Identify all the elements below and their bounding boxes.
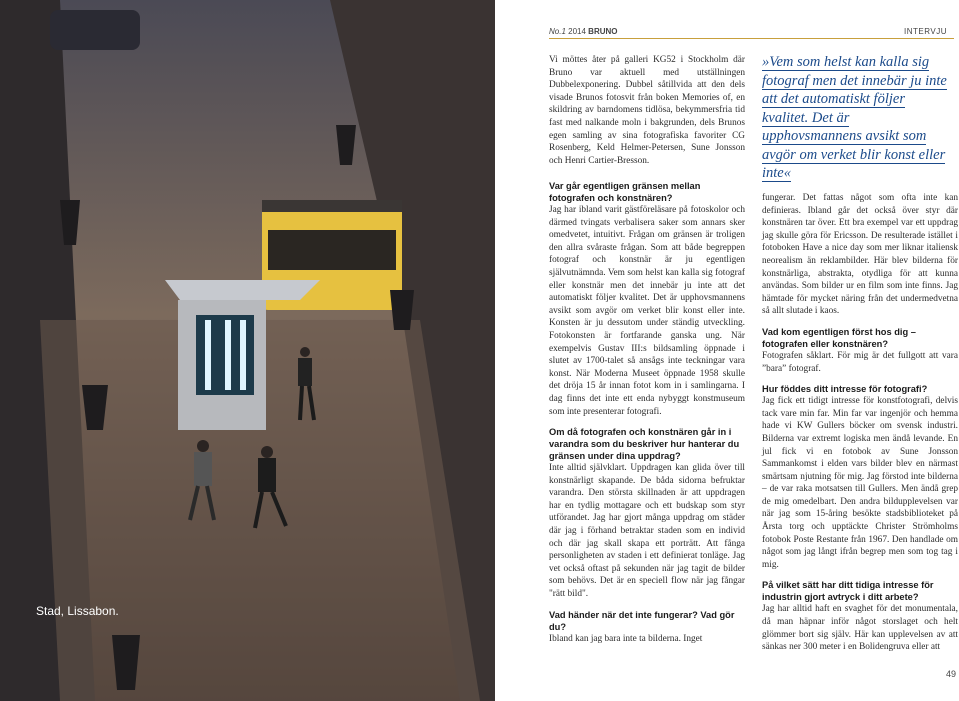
interview-column-left <box>549 180 745 645</box>
issue-header <box>549 27 618 36</box>
issue-year: 2014 <box>568 27 586 36</box>
question-4: Vad kom egentligen först hos dig – fotografen eller konstnären? <box>762 326 916 349</box>
issue-number: No.1 <box>549 27 566 36</box>
magazine-name: BRUNO <box>588 27 618 36</box>
question-3: Vad händer när det inte fungerar? Vad gör du? <box>549 609 735 632</box>
answer-2: Inte alltid självklart. Uppdragen kan glida över till konstnärligt skapande. De båda sidorna befruktar varandra. Den största skillnaden är att uppdragen har en tydlig mottagare och ett budskap som styr utförandet. Jag har gjort många uppdrag om städer där jag i förhand betraktar staden som en individ och där jag skall skapa ett porträtt. Att fånga personligheten av staden i ett definierat tonläge. Jag vet också oftast på sekunden när jag tagit de bilder som behövs. Det är en speciell flow när jag fångar "rätt bild". <box>549 463 745 600</box>
question-1: Var går egentligen gränsen mellan fotografen och konstnären? <box>549 181 701 203</box>
question-5: Hur föddes ditt intresse för fotografi? <box>762 384 928 395</box>
intro-text: Vi möttes åter på galleri KG52 i Stockholm där Bruno var aktuell med utställningen Dubbelexponering. Dubbel såtillvida att den dels visade Brunos fotosvit från boken Memories of, en skildring av barndomens tidlösa, bekymmersfria tid fast med nalkande moln i bakgrunden, dels Brunos egen samling av sina fotografiska favoriter CG Rosenberg, Keld Helmer-Petersen, Sune Jonsson och Henri Cartier-Bresson. <box>549 55 745 166</box>
section-label: INTERVJU <box>904 27 947 36</box>
question-6: På vilket sätt har ditt tidiga intresse för industrin gjort avtryck i ditt arbete? <box>762 580 934 603</box>
interview-column-right <box>762 192 958 654</box>
pull-quote-text: »Vem som helst kan kalla sig fotograf men det innebär ju inte att det automatiskt följer kvalitet. Det är upphovsmannens avsikt som avgör om verket blir konst eller inte« <box>762 54 947 181</box>
photo-caption: Stad, Lissabon. <box>36 604 119 618</box>
intro-paragraph <box>549 54 745 167</box>
page-number: 49 <box>945 669 956 679</box>
parked-car <box>50 10 140 50</box>
answer-3: Ibland kan jag bara inte ta bilderna. Inget <box>549 633 703 644</box>
answer-4: Fotografen såklart. För mig är det fullgott att vara ”bara” fotograf. <box>762 350 958 374</box>
answer-1: Jag har ibland varit gästföreläsare på fotoskolor och därmed tvingats verbalisera saker som annars sker omedvetet, intuitivt. Frågan om gränsen är troligen den allra svåraste frågan. Som att både begreppen fotograf och konstnär är ju egentligen självutnämnda. Vem som helst kan kalla sig fotograf eller konstnär men det innebär ju inte att det automatiskt följer kvalitet. Det är upphovsmannens avsikt som avgör om verket blir konst eller inte. Konsten är ju dessutom under ständig utveckling. Fotokonsten är fortfarande ganska ung. När exempelvis Gustav III:s bildsamling öppnade i slutet av 1700-talet så ansågs inte teckningar vara konst. När Moderna Museet öppnade 1958 skulle det dröja 15 år innan fotot kom in i samlingarna. I dag finns det inte ett enda nybyggt konstmuseum som inte presenterar fotografi. <box>549 205 745 417</box>
answer-5: Jag fick ett tidigt intresse för konstfotografi, delvis tack vare min far. Min far var ingenjör och hemma hade vi KW Gullers böcker om svensk industri. Bilderna var extremt logiska men ändå levande. En jul fick vi en fotobok av Sune Jonsson Sammankomst i elden vars bilder blev en närmast smärtsam njutning för mig. Jag förstod inte bilderna – de var raka motsatsen till Gullers. Men ändå grep de mig omedelbart. Den andra bildupplevelsen var när jag som 15-åring besökte stadsbiblioteket på Årsta torg och upptäckte Christer Strömholms fotobok Poste Restante från 1967. Den handlade om något som jag långt ifrån begrep men som tog tag i mig. <box>762 396 958 570</box>
answer-6: Jag har alltid haft en svaghet för det monumentala, då man häpnar inför något storslaget och helt glömmer bort sig själv. Här kan upplevelsen av att sänkas ner 300 meter i en Bolidengruva eller att <box>762 604 958 653</box>
pull-quote <box>762 53 952 183</box>
header-rule <box>549 38 954 39</box>
question-2: Om då fotografen och konstnären går in i varandra som du beskriver hur hanterar du gränsen under dina uppdrag? <box>549 427 740 462</box>
answer-3-continued: fungerar. Det fattas något som ofta inte kan definieras. Ibland går det också över styr där konstnären tar över. Ett bra exempel var ett uppdrag jag skulle göra för Ericsson. De resulterade istället i fotoboken Have a nice day som mer liknar italiensk neorealism än reklambilder. Här blev bilderna för konstnärliga, abstrakta, otydliga för att kunna användas. Som bilder ur en film som inte finns. Jag hämtade för mycket näring från det undermedvetna så allt slutade i kaos. <box>762 193 958 317</box>
